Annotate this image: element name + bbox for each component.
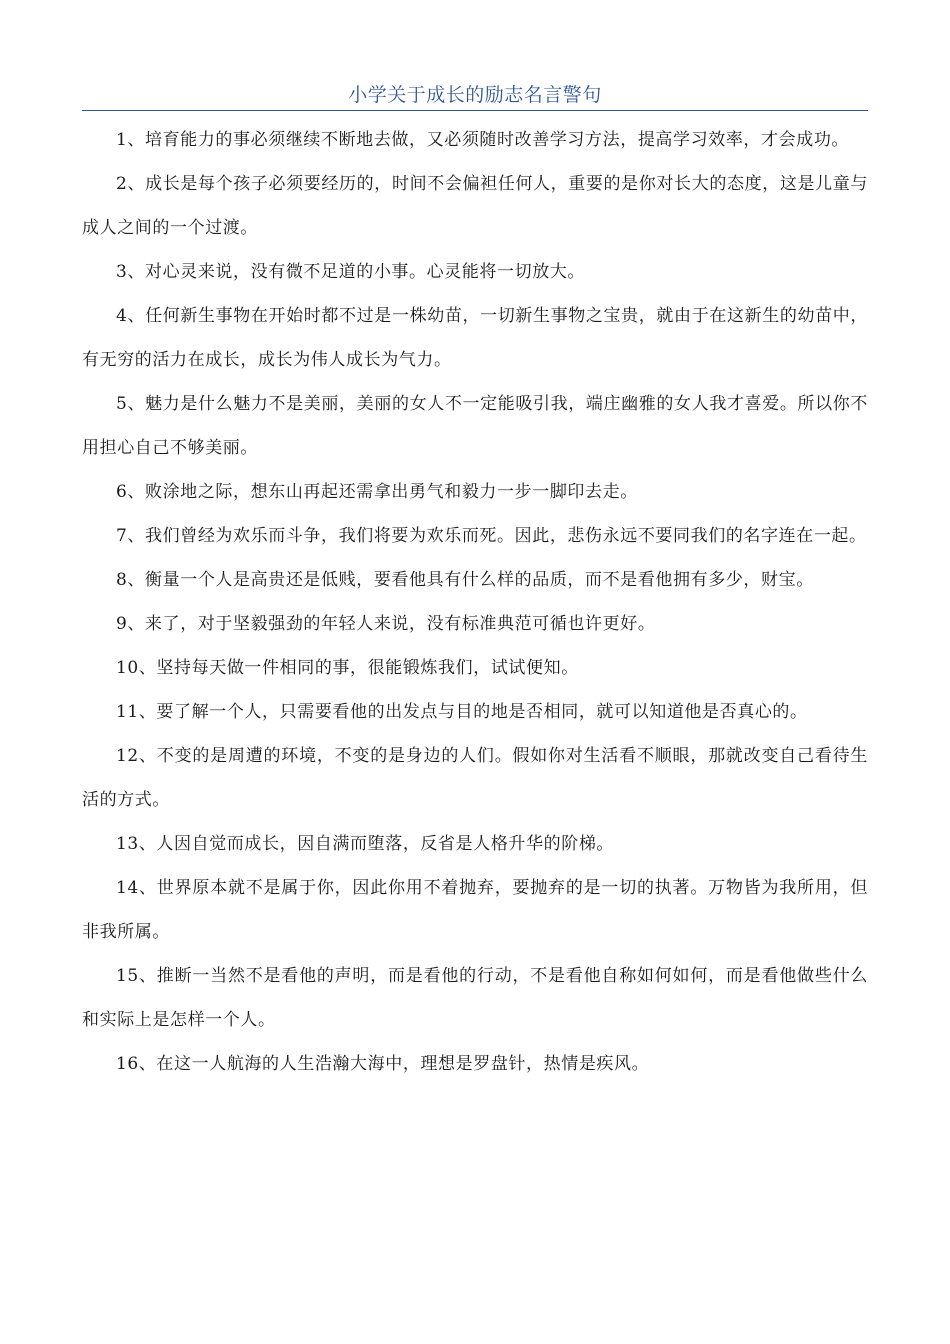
- quote-item: 4、任何新生事物在开始时都不过是一株幼苗，一切新生事物之宝贵，就由于在这新生的幼苗中，有无穷的活力在成长，成长为伟人成长为气力。: [82, 306, 868, 370]
- quote-item: 6、败涂地之际，想东山再起还需拿出勇气和毅力一步一脚印去走。: [116, 482, 638, 502]
- page-title: 小学关于成长的励志名言警句: [348, 84, 602, 106]
- quote-item: 10、坚持每天做一件相同的事，很能锻炼我们，试试便知。: [116, 658, 579, 678]
- quote-item: 11、要了解一个人，只需要看他的出发点与目的地是否相同，就可以知道他是否真心的。: [116, 702, 808, 722]
- quote-item: 13、人因自觉而成长，因自满而堕落，反省是人格升华的阶梯。: [116, 834, 615, 854]
- quote-item: 3、对心灵来说，没有微不足道的小事。心灵能将一切放大。: [116, 262, 586, 282]
- quote-item: 15、推断一当然不是看他的声明，而是看他的行动，不是看他自称如何如何，而是看他做些什么和实际上是怎样一个人。: [82, 966, 868, 1030]
- quote-item: 1、培育能力的事必须继续不断地去做，又必须随时改善学习方法，提高学习效率，才会成功。: [116, 130, 850, 150]
- quote-item: 5、魅力是什么魅力不是美丽，美丽的女人不一定能吸引我，端庄幽雅的女人我才喜爱。所以你不用担心自己不够美丽。: [82, 394, 868, 458]
- quote-item: 12、不变的是周遭的环境，不变的是身边的人们。假如你对生活看不顺眼，那就改变自己看待生活的方式。: [82, 746, 868, 810]
- quote-item: 7、我们曾经为欢乐而斗争，我们将要为欢乐而死。因此，悲伤永远不要同我们的名字连在一起。: [116, 526, 867, 546]
- quote-item: 16、在这一人航海的人生浩瀚大海中，理想是罗盘针，热情是疾风。: [116, 1054, 650, 1074]
- page-header: [82, 82, 868, 111]
- quote-item: 14、世界原本就不是属于你，因此你用不着抛弃，要抛弃的是一切的执著。万物皆为我所用，但非我所属。: [82, 878, 868, 942]
- quote-item: 2、成长是每个孩子必须要经历的，时间不会偏袒任何人，重要的是你对长大的态度，这是儿童与成人之间的一个过渡。: [82, 174, 868, 238]
- quote-item: 8、衡量一个人是高贵还是低贱，要看他具有什么样的品质，而不是看他拥有多少，财宝。: [116, 570, 814, 590]
- quote-list: [82, 118, 868, 1086]
- quote-item: 9、来了，对于坚毅强劲的年轻人来说，没有标准典范可循也许更好。: [116, 614, 656, 634]
